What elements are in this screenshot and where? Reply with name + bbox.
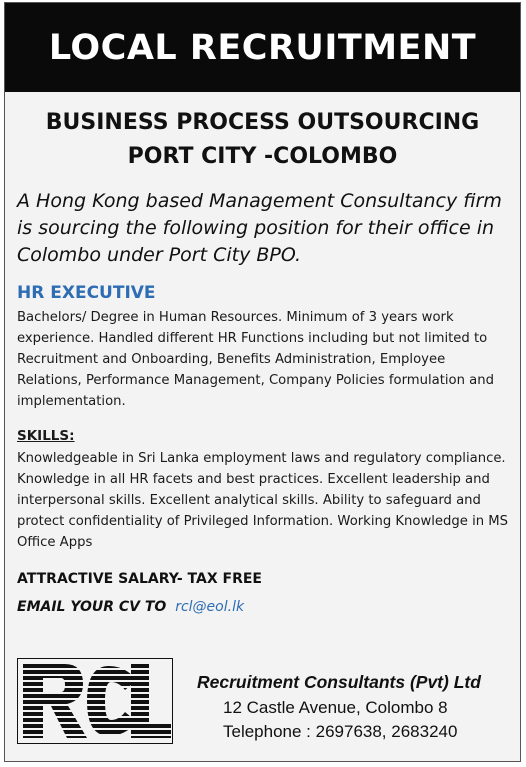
position-description: Bachelors/ Degree in Human Resources. Minimum of 3 years work experience. Handled different HR Functions including but not limited to Recruitment and Onboarding, Benefits Administration, Employee Relations, Performance Management, Company Policies formulation and implementation. xyxy=(17,310,494,409)
main-heading xyxy=(5,106,520,174)
company-address: 12 Castle Avenue, Colombo 8 xyxy=(223,698,448,717)
banner xyxy=(5,3,520,92)
company-name: Recruitment Consultants (Pvt) Ltd xyxy=(197,672,481,692)
heading-line-2: PORT CITY -COLOMBO xyxy=(127,144,398,169)
banner-title: LOCAL RECRUITMENT xyxy=(48,27,477,68)
skills-text: Knowledgeable in Sri Lanka employment laws and regulatory compliance. Knowledge in all HR facets and best practices. Excellent leadership and interpersonal skills. Excellent analytical skills. Ability to safeguard and protect confidentiality of Privileged Information. Working Knowledge in MS Office Apps xyxy=(17,451,509,550)
apply-label: EMAIL YOUR CV TO xyxy=(17,599,167,615)
apply-line xyxy=(17,599,520,615)
job-advertisement xyxy=(4,2,521,762)
email-link[interactable]: rcl@eol.lk xyxy=(175,599,245,615)
intro-paragraph: A Hong Kong based Management Consultancy firm is sourcing the following position for their office in Colombo under Port City BPO. xyxy=(17,190,502,266)
position-title: HR EXECUTIVE xyxy=(17,283,156,303)
heading-line-1: BUSINESS PROCESS OUTSOURCING xyxy=(45,110,480,135)
company-footer xyxy=(17,658,520,753)
rcl-logo xyxy=(17,658,173,744)
skills-heading: SKILLS: xyxy=(17,428,75,444)
company-contact xyxy=(223,696,457,744)
company-telephone: Telephone : 2697638, 2683240 xyxy=(223,722,458,741)
salary-line: ATTRACTIVE SALARY- TAX FREE xyxy=(17,571,262,587)
